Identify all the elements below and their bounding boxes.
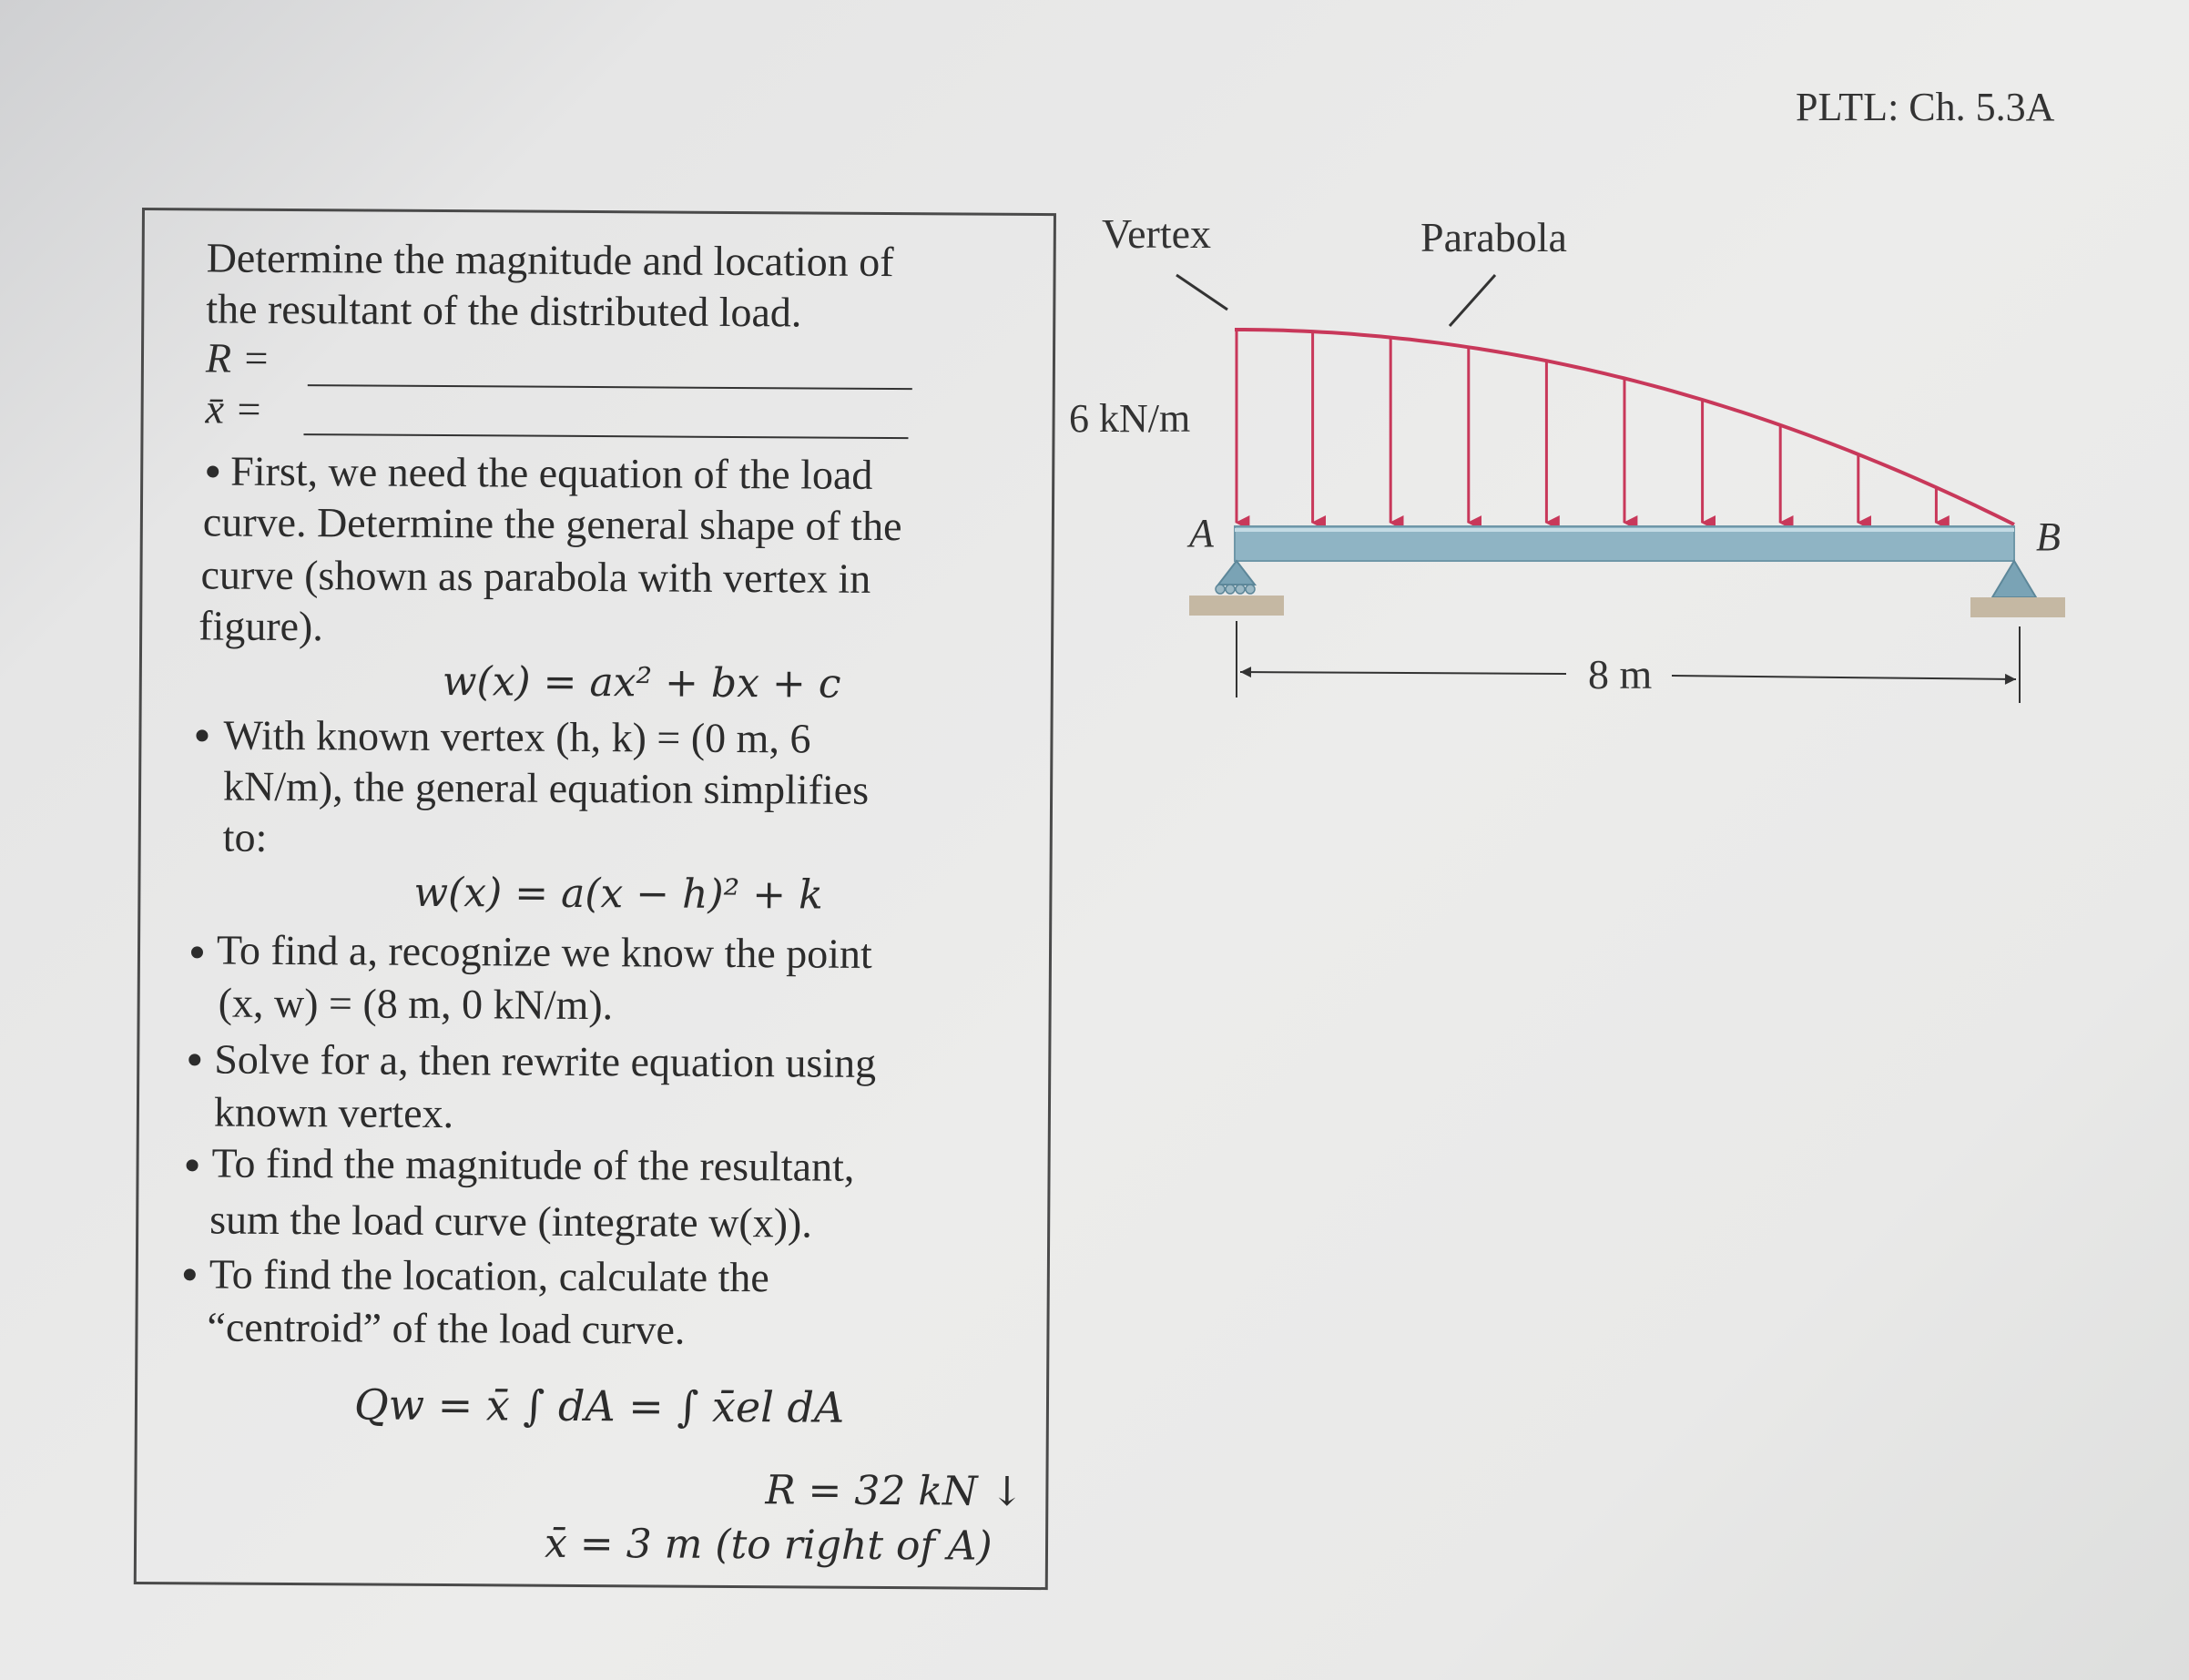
resultant-answer-blank[interactable] <box>308 384 912 390</box>
support-a-roller <box>1218 561 1255 585</box>
bullet-6-line-2: “centroid” of the load curve. <box>207 1303 686 1353</box>
bullet-2-line-2: kN/m), the general equation simplifies <box>222 762 870 813</box>
parabola-label: Parabola <box>1420 214 1567 260</box>
bullet-2 <box>196 729 208 741</box>
support-b-label: B <box>2036 514 2061 559</box>
support-a-rollers <box>1216 585 1255 594</box>
bullet-6 <box>184 1268 196 1280</box>
answer-resultant: R = 32 kN ↓ <box>765 1467 1024 1515</box>
bullet-3-line-1: To find a, recognize we know the point <box>216 926 872 977</box>
support-b-ground <box>1970 597 2065 617</box>
bullet-4-line-1: Solve for a, then rewrite equation using <box>214 1035 877 1086</box>
equation-first-moment: Qw = x̄ ∫ dA = ∫ x̄el dA <box>353 1380 845 1432</box>
bullet-1-line-3: curve (shown as parabola with vertex in <box>200 551 871 602</box>
bullet-3 <box>191 946 203 958</box>
location-answer-blank[interactable] <box>303 433 908 439</box>
support-a-ground <box>1189 596 1284 616</box>
span-label: 8 m <box>1588 651 1653 697</box>
equation-vertex-form: w(x) = a(x − h)² + k <box>413 869 823 919</box>
equation-general-quadratic: w(x) = ax² + bx + c <box>442 658 841 708</box>
bullet-2-line-1: With known vertex (h, k) = (0 m, 6 <box>223 711 811 762</box>
bullet-1-line-1: First, we need the equation of the load <box>230 447 873 498</box>
parabola-pointer <box>1450 275 1495 326</box>
location-label: x̄ = <box>205 385 263 433</box>
bullet-4 <box>188 1054 200 1065</box>
bullet-6-line-1: To find the location, calculate the <box>209 1250 769 1301</box>
resultant-label: R = <box>205 334 270 382</box>
bullet-1-line-2: curve. Determine the general shape of the <box>202 498 902 550</box>
vertex-pointer <box>1176 275 1227 310</box>
vertex-label: Vertex <box>1102 210 1212 257</box>
dimension-line-right <box>1672 676 2016 679</box>
answer-location: x̄ = 3 m (to right of A) <box>544 1520 993 1570</box>
page-header-code: PLTL: Ch. 5.3A <box>1796 85 2055 129</box>
problem-box <box>134 208 1056 1590</box>
dimension-line-left <box>1240 672 1566 674</box>
support-a-label: A <box>1189 511 1214 555</box>
problem-intro-line-1: Determine the magnitude and location of <box>206 234 894 286</box>
support-b-pin <box>1992 561 2036 597</box>
problem-intro-line-2: the resultant of the distributed load. <box>206 285 802 336</box>
load-intensity-label: 6 kN/m <box>1069 396 1191 441</box>
beam-diagram <box>1056 191 2076 719</box>
bullet-1-line-4: figure). <box>199 602 324 650</box>
bullet-2-line-3: to: <box>222 813 268 860</box>
bullet-5-line-1: To find the magnitude of the resultant, <box>211 1139 855 1190</box>
bullet-4-line-2: known vertex. <box>213 1088 454 1137</box>
bullet-3-line-2: (x, w) = (8 m, 0 kN/m). <box>218 979 614 1029</box>
bullet-5-line-2: sum the load curve (integrate w(x)). <box>209 1196 812 1247</box>
bullet-1 <box>207 465 219 477</box>
bullet-5 <box>187 1159 199 1171</box>
distributed-load <box>1237 330 1936 523</box>
